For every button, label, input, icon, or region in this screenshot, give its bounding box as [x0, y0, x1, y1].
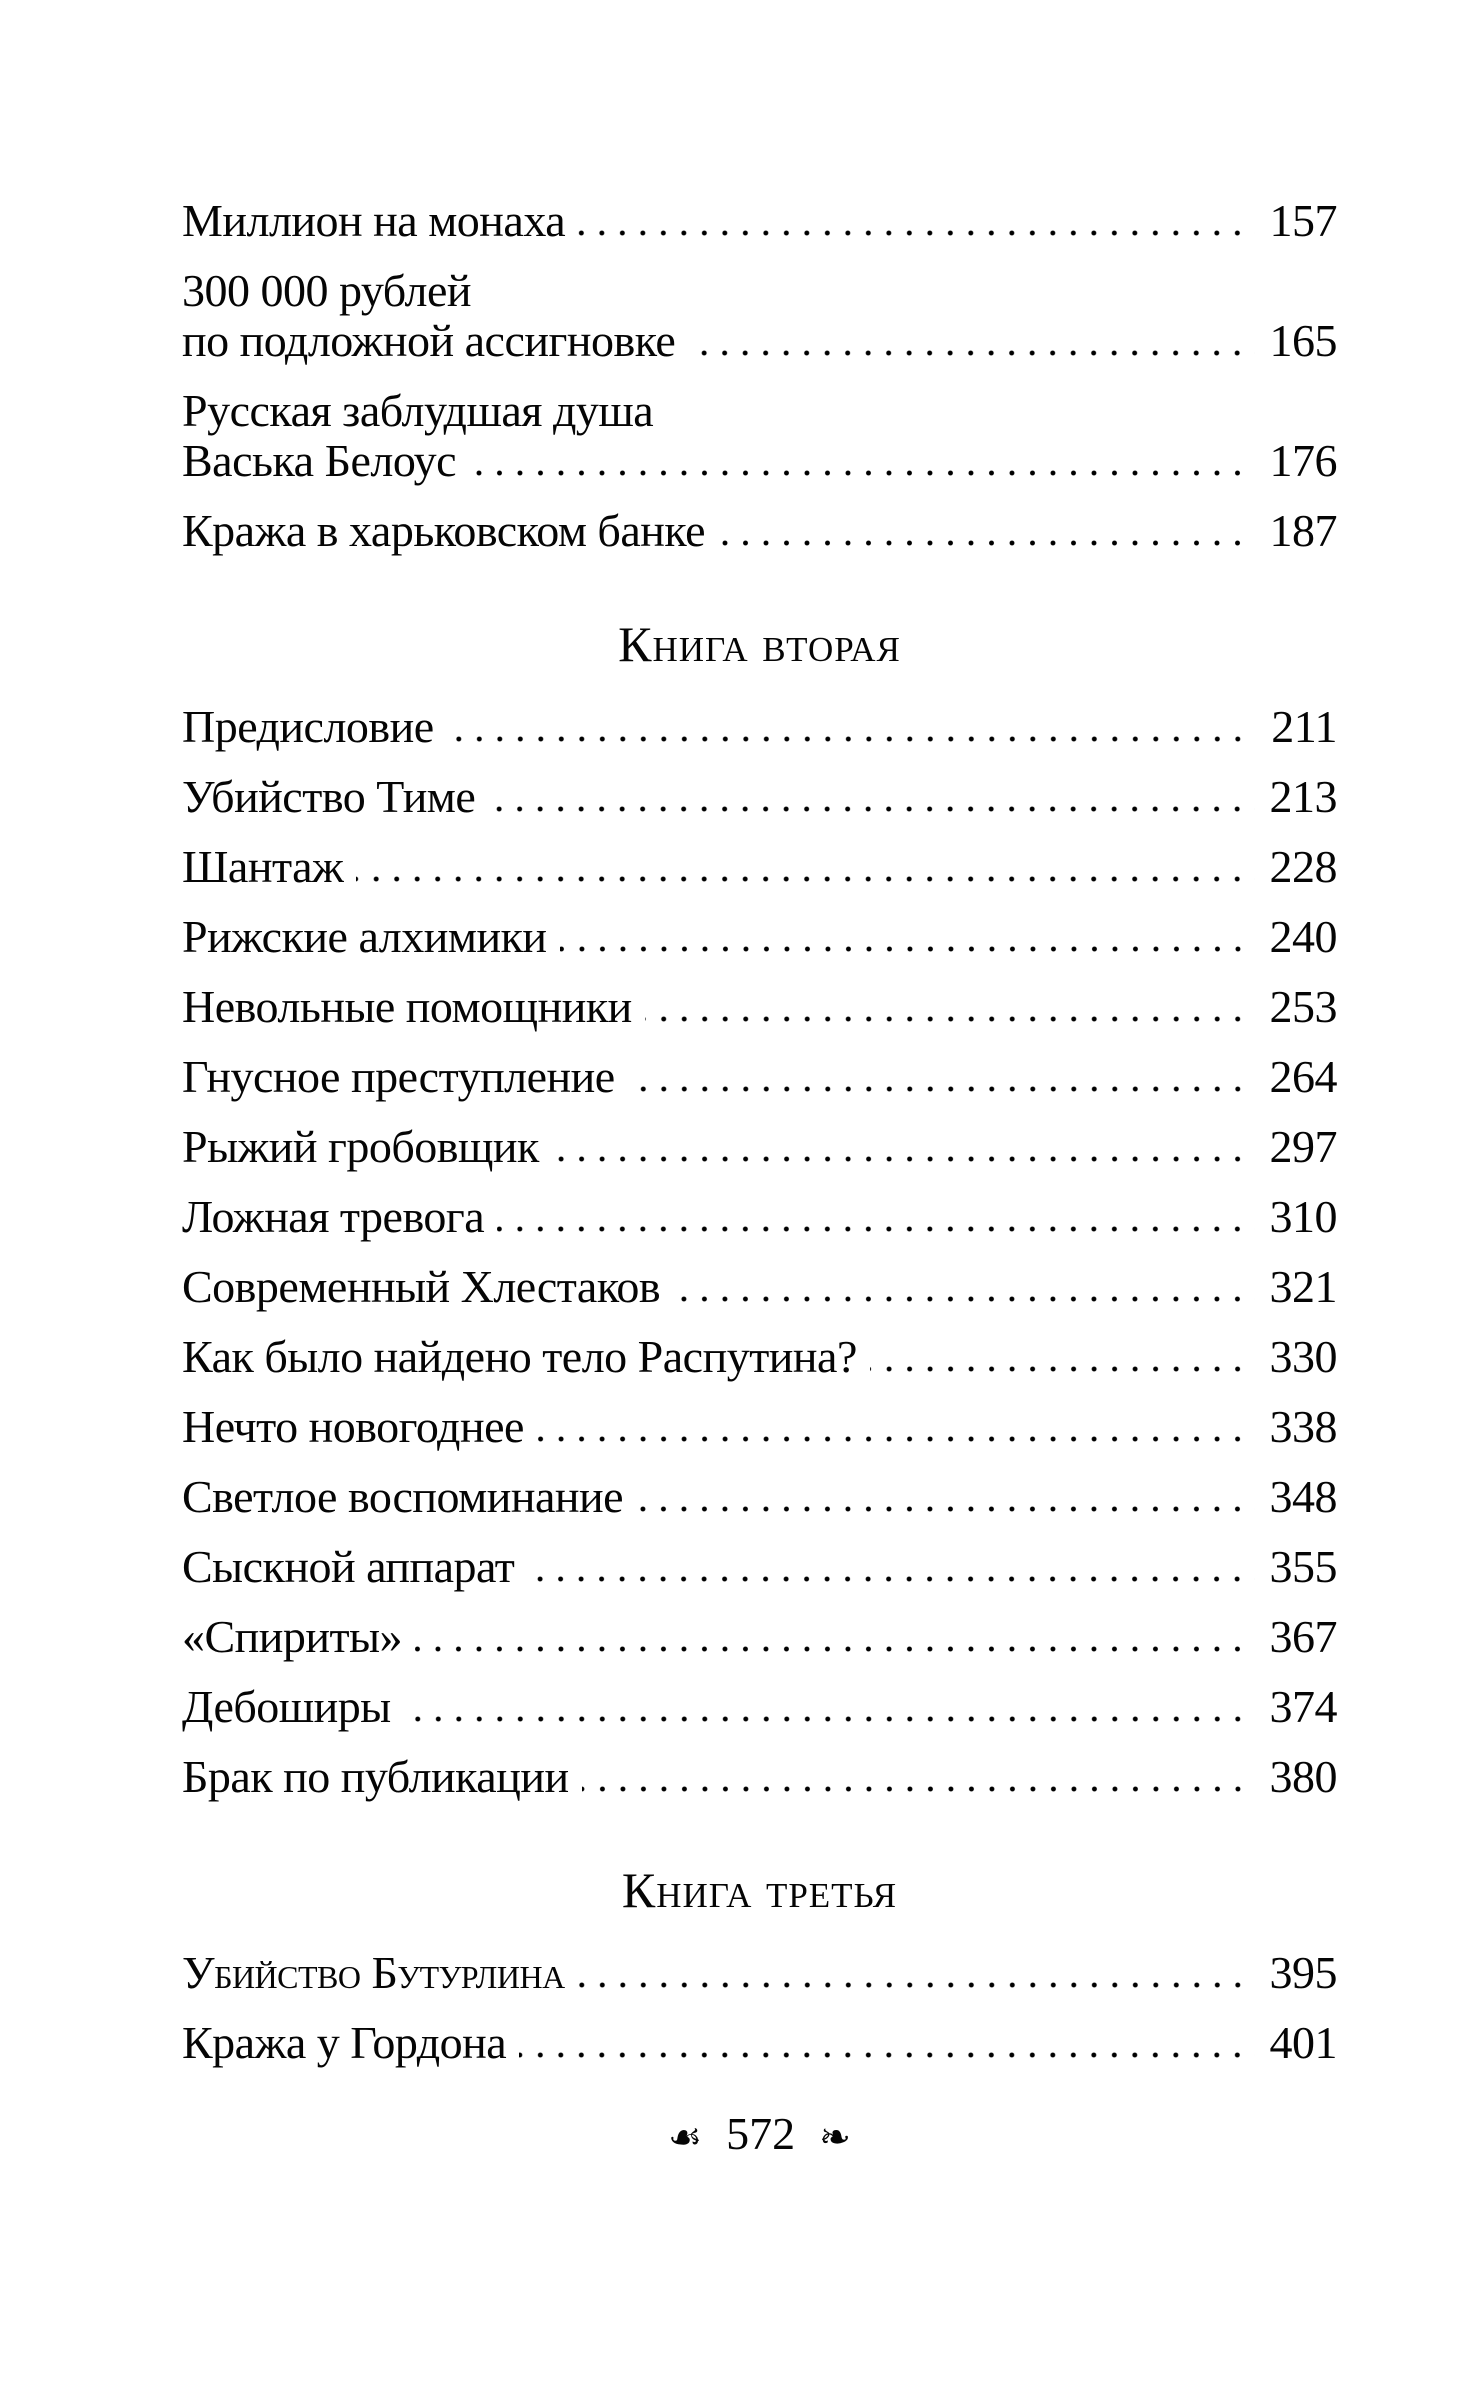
entry-title: Рыжий гробовщик [182, 1121, 539, 1172]
toc-entry [182, 1542, 1337, 1592]
entry-page-number: 211 [1271, 701, 1337, 752]
dot-leader [447, 736, 1255, 742]
entry-page-number: 228 [1269, 841, 1337, 892]
entry-page-number: 253 [1269, 981, 1337, 1032]
page-footer [182, 2106, 1337, 2162]
dot-leader [673, 1296, 1255, 1302]
toc-entry-row [182, 912, 1337, 962]
entry-title: Миллион на монаха [182, 195, 566, 246]
toc-entry-row [182, 702, 1337, 752]
entry-title: Как было найдено тело Распутина? [182, 1331, 857, 1382]
dot-leader [582, 1786, 1255, 1792]
toc-entry [182, 2018, 1337, 2068]
entry-title: Невольные помощники [182, 981, 632, 1032]
dot-leader [870, 1366, 1255, 1372]
folio-page-number: 572 [726, 2108, 796, 2159]
entry-title: Сыскной аппарат [182, 1541, 515, 1592]
entry-title: Нечто новогоднее [182, 1401, 524, 1452]
entry-title: Гнусное преступление [182, 1051, 615, 1102]
entry-title: Кража у Гордона [182, 2017, 507, 2068]
fleuron-left-icon: ☙ [668, 2115, 703, 2159]
dot-leader [488, 806, 1255, 812]
toc-entry [182, 506, 1337, 556]
toc-entry-row [182, 1332, 1337, 1382]
dot-leader [527, 1576, 1255, 1582]
entry-page-number: 165 [1269, 315, 1337, 366]
dot-leader [688, 350, 1255, 356]
toc-entry [182, 912, 1337, 962]
entry-title: Русская заблудшая душа [182, 385, 654, 436]
toc-entry [182, 1402, 1337, 1452]
toc-entry-wrap-line [182, 266, 1337, 316]
dot-leader [636, 1506, 1255, 1512]
toc-entry-row [182, 1948, 1337, 1998]
toc-entry-row [182, 1402, 1337, 1452]
entry-page-number: 355 [1269, 1541, 1337, 1592]
entry-page-number: 367 [1269, 1611, 1337, 1662]
toc-entry [182, 266, 1337, 366]
entry-page-number: 310 [1269, 1191, 1337, 1242]
dot-leader [356, 876, 1255, 882]
toc-entry [182, 1612, 1337, 1662]
toc-entry-row [182, 1682, 1337, 1732]
entry-title: Ложная тревога [182, 1191, 485, 1242]
toc-entry [182, 1752, 1337, 1802]
entry-page-number: 395 [1269, 1947, 1337, 1998]
dot-leader [560, 946, 1255, 952]
fleuron-right-icon: ❧ [819, 2115, 851, 2159]
entry-title: 300 000 рублей [182, 265, 472, 316]
toc-entry-row [182, 842, 1337, 892]
toc-entry-row [182, 1262, 1337, 1312]
entry-page-number: 338 [1269, 1401, 1337, 1452]
table-of-contents [182, 196, 1337, 2068]
toc-entry-row [182, 1192, 1337, 1242]
entry-title: Предисловие [182, 701, 434, 752]
entry-title: Шантаж [182, 841, 344, 892]
dot-leader [578, 1982, 1255, 1988]
toc-entry [182, 1682, 1337, 1732]
toc-entry [182, 1122, 1337, 1172]
dot-leader [519, 2052, 1255, 2058]
entry-title: Убийство Бутурлина [182, 1947, 565, 1998]
entry-page-number: 264 [1269, 1051, 1337, 1102]
toc-entry [182, 386, 1337, 486]
entry-page-number: 297 [1269, 1121, 1337, 1172]
toc-entry-row [182, 1752, 1337, 1802]
entry-page-number: 176 [1269, 435, 1337, 486]
entry-title: «Спириты» [182, 1611, 403, 1662]
toc-entry [182, 982, 1337, 1032]
dot-leader [578, 230, 1255, 236]
dot-leader [415, 1646, 1255, 1652]
entry-page-number: 187 [1269, 505, 1337, 556]
toc-entry-row [182, 2018, 1337, 2068]
section-heading: Книга вторая [618, 616, 901, 672]
entry-title: Рижские алхимики [182, 911, 547, 962]
entry-title: Дебоширы [182, 1681, 391, 1732]
entry-title: Современный Хлестаков [182, 1261, 661, 1312]
toc-entry-row [182, 772, 1337, 822]
toc-entry [182, 1052, 1337, 1102]
toc-entry [182, 1472, 1337, 1522]
toc-entry-row [182, 316, 1337, 366]
toc-entry [182, 772, 1337, 822]
entry-title: Брак по публикации [182, 1751, 569, 1802]
toc-entry [182, 1332, 1337, 1382]
toc-entry-row [182, 1122, 1337, 1172]
toc-entry-row [182, 436, 1337, 486]
toc-entry-row [182, 1472, 1337, 1522]
toc-entry [182, 1262, 1337, 1312]
entry-title: Убийство Тиме [182, 771, 476, 822]
dot-leader [645, 1016, 1255, 1022]
toc-entry-row [182, 196, 1337, 246]
dot-leader [537, 1436, 1255, 1442]
toc-entry [182, 1948, 1337, 1998]
entry-title: Васька Белоус [182, 435, 457, 486]
toc-entry [182, 196, 1337, 246]
entry-page-number: 330 [1269, 1331, 1337, 1382]
toc-entry-row [182, 1612, 1337, 1662]
entry-title: Светлое воспоминание [182, 1471, 624, 1522]
toc-entry [182, 702, 1337, 752]
entry-title: Кража в харьковском банке [182, 505, 705, 556]
toc-entry [182, 842, 1337, 892]
entry-page-number: 374 [1269, 1681, 1337, 1732]
dot-leader [718, 540, 1255, 546]
dot-leader [404, 1716, 1255, 1722]
entry-page-number: 348 [1269, 1471, 1337, 1522]
entry-page-number: 401 [1269, 2017, 1337, 2068]
section-heading: Книга третья [621, 1862, 898, 1918]
toc-entry [182, 1192, 1337, 1242]
toc-entry-wrap-line [182, 386, 1337, 436]
toc-entry-row [182, 506, 1337, 556]
entry-page-number: 321 [1269, 1261, 1337, 1312]
dot-leader [628, 1086, 1255, 1092]
toc-entry-row [182, 1542, 1337, 1592]
entry-page-number: 213 [1269, 771, 1337, 822]
dot-leader [552, 1156, 1255, 1162]
dot-leader [469, 470, 1255, 476]
toc-entry-row [182, 1052, 1337, 1102]
dot-leader [497, 1226, 1255, 1232]
entry-page-number: 240 [1269, 911, 1337, 962]
entry-page-number: 380 [1269, 1751, 1337, 1802]
entry-title: по подложной ассигновке [182, 315, 676, 366]
entry-page-number: 157 [1269, 195, 1337, 246]
toc-entry-row [182, 982, 1337, 1032]
